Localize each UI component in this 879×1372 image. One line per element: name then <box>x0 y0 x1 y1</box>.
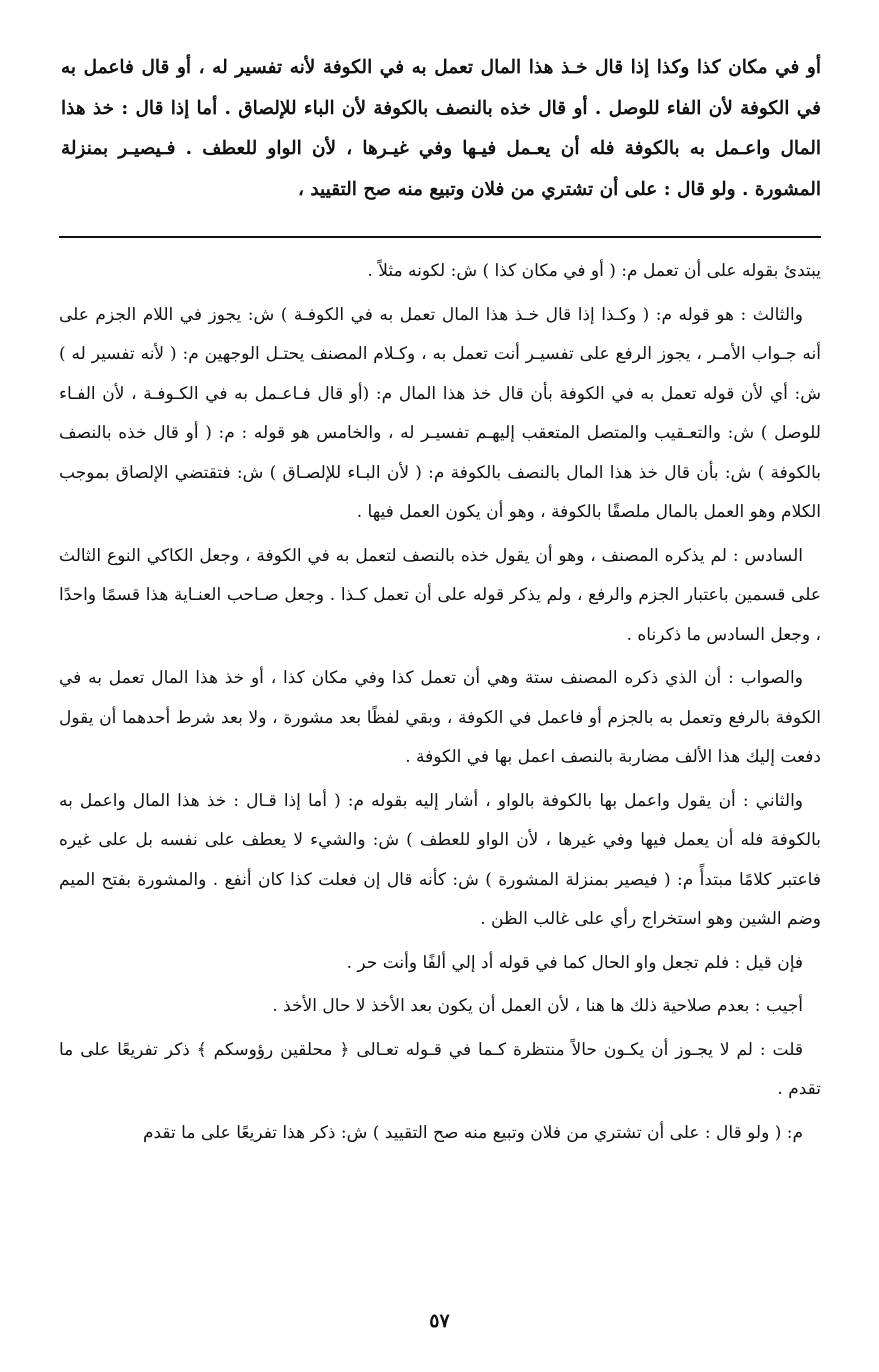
commentary-paragraph: م: ( ولو قال : على أن تشتري من فلان وتبيع منه صح التقييد ) ش: ذكر هذا تفريعًا على ما تقدم <box>142 1122 803 1143</box>
commentary-paragraph: والثاني : أن يقول واعمل بها بالكوفة بالواو ، أشار إليه بقوله م: ( أما إذا قـال : خذ هذا المال واعمل به بالكوفة فله أن يعمل فيها وفي غيرها ، لأن الواو للعطف ) ش: والشيء لا يعطف على نفسه بل على غيره فاعتبر كلامًا مبتدأً م: ( فيصير بمنزلة المشورة ) ش: كأنه قال إن فعلت كذا كان أنفع . والمشورة بفتح الميم وضم الشين وهو استخراج رأي على غالب الظن . <box>59 790 821 929</box>
commentary-paragraph: والصواب : أن الذي ذكره المصنف ستة وهي أن تعمل كذا وفي مكان كذا ، أو خذ هذا المال تعمل به في الكوفة بالرفع وتعمل به بالجزم أو فاعمل في الكوفة ، وبقي لفظًا بعد مشورة ، ولا بعد شرط أحدهما أن يقول دفعت إليك هذا الألف مضاربة بالنصف اعمل بها في الكوفة . <box>59 668 821 767</box>
commentary-paragraph: فإن قيل : فلم تجعل واو الحال كما في قوله أد إلي ألفًا وأنت حر . <box>346 952 803 973</box>
main-text-block: أو في مكان كذا وكذا إذا قال خـذ هذا المال تعمل به في الكوفة لأنه تفسير له ، أو قال فاعمل به في الكوفة لأن الفاء للوصل . أو قال خذه بالنصف بالكوفة لأن الباء للإلصاق . أما إذا قال : خذ هذا المال واعـمل به بالكوفة فله أن يعـمل فيـها وفي غيـرها ، لأن الواو للعطف . فـيصيـر بمنزلة المشورة . ولو قال : على أن تشتري من فلان وتبيع منه صح التقييد ، <box>61 57 821 200</box>
separator-rule <box>59 236 821 238</box>
commentary-paragraph: السادس : لم يذكره المصنف ، وهو أن يقول خذه بالنصف لتعمل به في الكوفة ، وجعل الكاكي النوع الثالث على قسمين باعتبار الجزم والرفع ، ولم يذكر قوله على أن تعمل كـذا . وجعل صـاحب العنـاية هذا قسمًا واحدًا ، وجعل السادس ما ذكرناه . <box>59 545 821 645</box>
page-number: ٥٧ <box>429 1310 450 1332</box>
commentary-paragraph: أجيب : بعدم صلاحية ذلك ها هنا ، لأن العمل أن يكون بعد الأخذ لا حال الأخذ . <box>272 996 803 1016</box>
commentary-paragraph: والثالث : هو قوله م: ( وكـذا إذا قال خـذ هذا المال تعمل به في الكوفـة ) ش: يجوز في اللام الجزم على أنه جـواب الأمـر ، يجوز الرفع على تفسيـر أنت تعمل به ، وكـلام المصنف يحتـل الوجهين م: ( لأنه تفسير له ) ش: أي لأن قوله تعمل به في الكوفة بأن قال خذ هذا المال م: (أو قال فـاعـمل به في الكـوفـة ، لأن الفـاء للوصل ) ش: والتعـقيب والمتصل المتعقب إليهـم تفسيـر له ، والخامس هو قوله : م: ( أو قال خذه بالنصف بالكوفة ) ش: بأن قال خذ هذا المال بالنصف بالكوفة م: ( لأن البـاء للإلصـاق ) ش: فتقتضي الإلصاق بموجب الكلام وهو العمل بالمال ملصقًا بالكوفة ، وهو أن يكون العمل فيها . <box>59 304 821 522</box>
commentary-paragraph: يبتدئ بقوله على أن تعمل م: ( أو في مكان كذا ) ش: لكونه مثلاً . <box>367 261 821 281</box>
commentary-paragraph: قلت : لم لا يجـوز أن يكـون حالاً منتظرة كـما في قـوله تعـالى ﴿ محلقين رؤوسكم ﴾ ذكر تفريعًا على ما تقدم . <box>59 1039 821 1099</box>
commentary-block <box>59 252 821 1153</box>
